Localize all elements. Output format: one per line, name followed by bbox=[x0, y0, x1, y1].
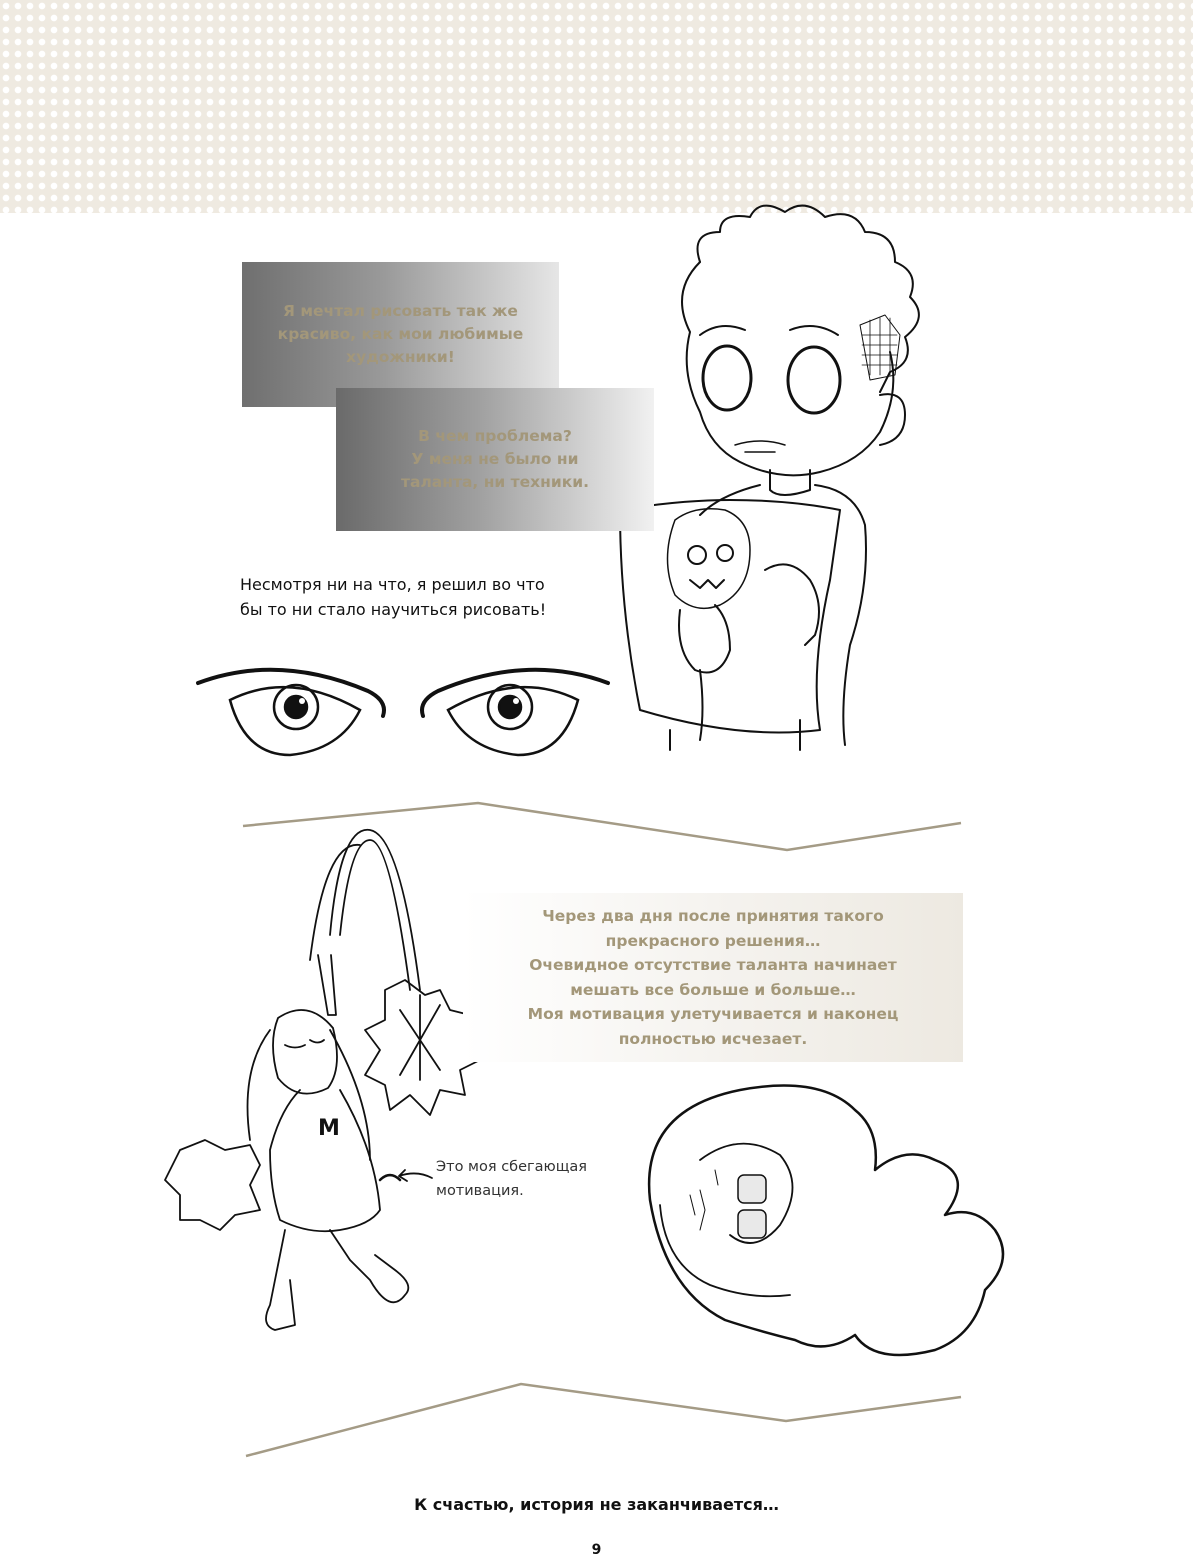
angry-eyes-illustration bbox=[198, 670, 608, 755]
slumped-boy-illustration bbox=[649, 1086, 1003, 1356]
boy-illustration bbox=[620, 206, 919, 750]
girl-illustration bbox=[165, 830, 480, 1330]
caption-two-days-later: Через два дня после принятия такого прекрасного решения… Очевидное отсутствие таланта начинает мешать все больше и больше… Моя мотивация улетучивается и наконец полностью исчезает. bbox=[463, 893, 963, 1062]
shirt-letter: M bbox=[318, 1116, 340, 1141]
decision-text: Несмотря ни на что, я решил во что бы то ни стало научиться рисовать! bbox=[240, 575, 547, 619]
divider-bottom bbox=[246, 1384, 961, 1456]
caption-problem: В чем проблема? У меня не было ни таланта, ни техники. bbox=[336, 388, 654, 531]
page-number: 9 bbox=[591, 1542, 602, 1558]
caption-dream: Я мечтал рисовать так же красиво, как мои любимые художники! bbox=[242, 262, 559, 407]
motivation-note: Это моя сбегающая мотивация. bbox=[436, 1159, 588, 1199]
ending-text: К счастью, история не заканчивается… bbox=[414, 1495, 779, 1514]
